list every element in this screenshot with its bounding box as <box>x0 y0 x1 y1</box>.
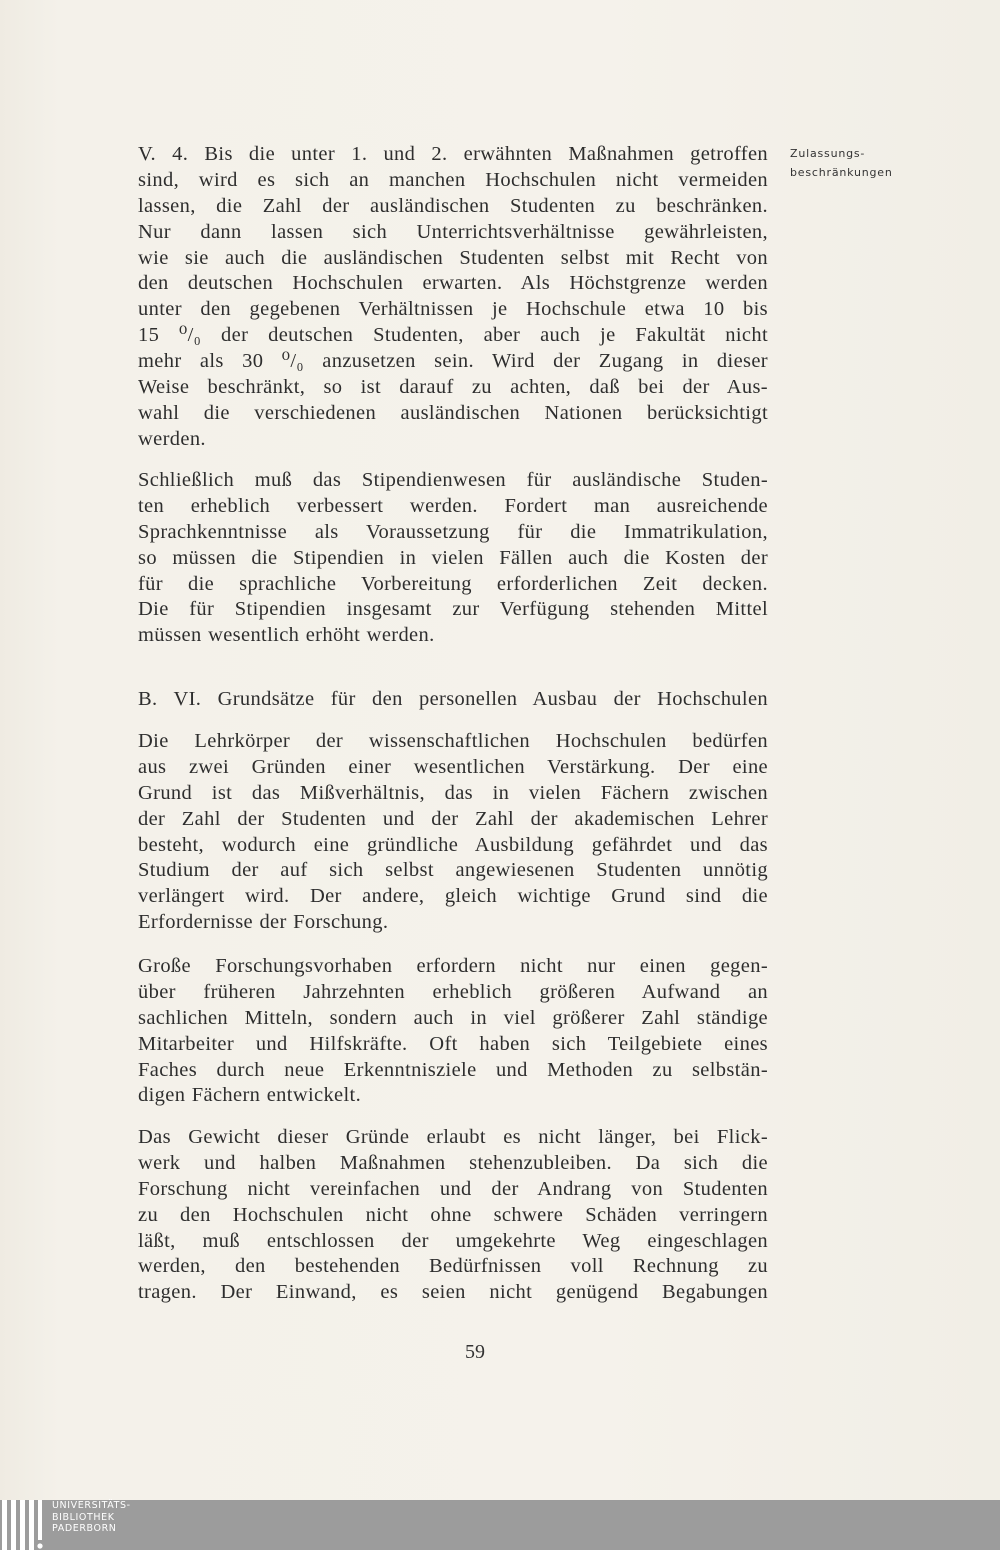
text-line: zu den Hochschulen nicht ohne schwere Schäden verringern <box>138 1203 768 1226</box>
margin-note-line: beschränkungen <box>790 166 893 179</box>
text-line: den deutschen Hochschulen erwarten. Als Höchstgrenze werden <box>138 272 768 295</box>
margin-note-line: Zulassungs- <box>790 147 866 160</box>
text-line: Sprachkenntnisse als Voraussetzung für die Immatrikulation, <box>138 520 768 543</box>
text-line: Die Lehrkörper der wissenschaftlichen Hochschulen bedürfen <box>138 730 768 752</box>
library-name-line: UNIVERSITÄTS- <box>52 1500 131 1511</box>
library-name-line: PADERBORN <box>52 1523 117 1534</box>
library-name <box>52 1500 131 1535</box>
text-line: Grund ist das Mißverhältnis, das in vielen Fächern zwischen <box>138 781 768 804</box>
text-line: Mitarbeiter und Hilfskräfte. Oft haben sich Teilgebiete eines <box>138 1032 768 1055</box>
heading-text: B. VI. Grundsätze für den personellen Ausbau der Hochschulen <box>138 688 768 710</box>
text-line: über früheren Jahrzehnten erheblich größeren Aufwand an <box>138 980 768 1003</box>
text-line: Nur dann lassen sich Unterrichtsverhältnisse gewährleisten, <box>138 220 768 243</box>
library-footer <box>0 1500 1000 1550</box>
text-line: lassen, die Zahl der ausländischen Studenten zu beschränken. <box>138 194 768 217</box>
text-line: für die sprachliche Vorbereitung erforderlichen Zeit decken. <box>138 572 768 595</box>
paragraph-b6-research <box>138 954 768 1109</box>
text-line: läßt, muß entschlossen der umgekehrte Weg eingeschlagen <box>138 1229 768 1252</box>
text-line: besteht, wodurch eine gründliche Ausbildung gefährdet und das <box>138 833 768 856</box>
text-line: verlängert wird. Der andere, gleich wichtige Grund sind die <box>138 885 768 908</box>
text-line: ten erheblich verbessert werden. Fordert man ausreichende <box>138 494 768 517</box>
text-line: V. 4. Bis die unter 1. und 2. erwähnten Maßnahmen getroffen <box>138 143 768 165</box>
text-line: mehr als 30 ⁰/₀ anzusetzen sein. Wird der Zugang in dieser <box>138 350 768 373</box>
text-line: Studium der auf sich selbst angewiesenen Studenten unnötig <box>138 859 768 882</box>
text-line: Faches durch neue Erkenntnisziele und Methoden zu selbstän- <box>138 1058 768 1081</box>
text-line: so müssen die Stipendien in vielen Fällen auch die Kosten der <box>138 546 768 569</box>
library-barcode-logo-icon <box>0 1500 48 1550</box>
page-number: 59 <box>465 1341 485 1363</box>
paragraph-b6-teaching-staff <box>138 729 768 936</box>
text-line: Erfordernisse der Forschung. <box>138 911 389 934</box>
text-line: werden, den bestehenden Bedürfnissen voll Rechnung zu <box>138 1255 768 1278</box>
text-line: werk und halben Maßnahmen stehenzubleiben. Da sich die <box>138 1151 768 1174</box>
text-line: Weise beschränkt, so ist darauf zu achten, daß bei der Aus- <box>138 376 768 399</box>
paragraph-v4-scholarships <box>138 468 768 649</box>
text-line: aus zwei Gründen einer wesentlichen Verstärkung. Der eine <box>138 755 768 778</box>
margin-note <box>790 144 893 182</box>
text-line: wie sie auch die ausländischen Studenten selbst mit Recht von <box>138 246 768 269</box>
text-line: Das Gewicht dieser Gründe erlaubt es nicht länger, bei Flick- <box>138 1126 768 1148</box>
text-line: Schließlich muß das Stipendienwesen für ausländische Studen- <box>138 469 768 491</box>
text-line: tragen. Der Einwand, es seien nicht genügend Begabungen <box>138 1281 768 1304</box>
text-line: digen Fächern entwickelt. <box>138 1084 362 1107</box>
paragraph-v4-limits <box>138 142 768 453</box>
text-line: der Zahl der Studenten und der Zahl der akademischen Lehrer <box>138 807 768 830</box>
text-line: wahl die verschiedenen ausländischen Nationen berücksichtigt <box>138 401 768 424</box>
text-line: werden. <box>138 427 206 450</box>
text-line: sind, wird es sich an manchen Hochschulen nicht vermeiden <box>138 168 768 191</box>
library-name-line: BIBLIOTHEK <box>52 1511 115 1523</box>
section-heading <box>138 687 768 713</box>
text-line: Große Forschungsvorhaben erfordern nicht nur einen gegen- <box>138 955 768 977</box>
text-line: 15 ⁰/₀ der deutschen Studenten, aber auch je Fakultät nicht <box>138 324 768 347</box>
text-line: Forschung nicht vereinfachen und der Andrang von Studenten <box>138 1177 768 1200</box>
paragraph-b6-reasons <box>138 1125 768 1306</box>
text-line: unter den gegebenen Verhältnissen je Hochschule etwa 10 bis <box>138 298 768 321</box>
text-line: sachlichen Mitteln, sondern auch in viel größerer Zahl ständige <box>138 1006 768 1029</box>
text-line: müssen wesentlich erhöht werden. <box>138 624 435 647</box>
text-line: Die für Stipendien insgesamt zur Verfügung stehenden Mittel <box>138 598 768 621</box>
